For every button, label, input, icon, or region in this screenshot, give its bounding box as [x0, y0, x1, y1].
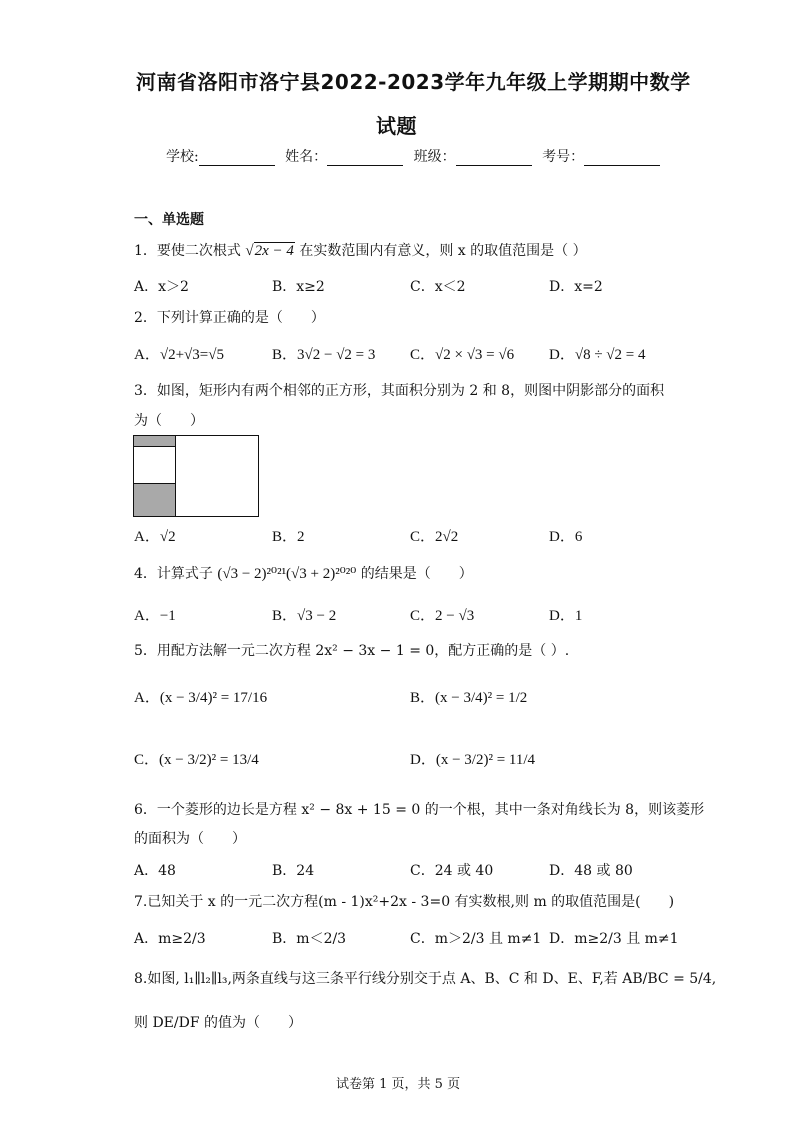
q3-small-square [134, 447, 176, 484]
q4-option-a[interactable]: A．−1 [134, 608, 176, 624]
q4-prefix: 4．计算式子 [134, 566, 213, 582]
name-field[interactable] [327, 151, 403, 166]
q2-option-d[interactable]: D．√8 ÷ √2 = 4 [549, 347, 646, 363]
q3-figure [133, 435, 261, 519]
q1-prefix: 1．要使二次根式 [134, 243, 241, 259]
question-5: 5．用配方法解一元二次方程 2x² − 3x − 1 = 0，配方正确的是（ ）. [134, 643, 570, 659]
q2-option-b[interactable]: B．3√2 − √2 = 3 [272, 347, 376, 363]
title-line1: 河南省洛阳市洛宁县2022-2023学年九年级上学期期中数学 [136, 70, 691, 94]
q7-option-a[interactable]: A．m≥2/3 [134, 931, 206, 947]
q7-option-c[interactable]: C．m＞2/3 且 m≠1 [410, 931, 542, 947]
class-label: 班级： [413, 149, 456, 165]
q3-option-c[interactable]: C．2√2 [410, 529, 459, 545]
q4-option-b[interactable]: B．√3 − 2 [272, 608, 337, 624]
school-label: 学校: [166, 149, 199, 165]
class-field[interactable] [456, 151, 532, 166]
question-6-line2: 的面积为（ ） [134, 831, 246, 847]
title-line2: 试题 [376, 114, 417, 138]
q3-option-a[interactable]: A．√2 [134, 529, 176, 545]
question-2: 2．下列计算正确的是（ ） [134, 310, 325, 326]
q5-option-c[interactable]: C．(x − 3/2)² = 13/4 [134, 752, 259, 768]
q3-shade-bottom [134, 484, 176, 517]
question-3-line1: 3．如图，矩形内有两个相邻的正方形，其面积分别为 2 和 8，则图中阴影部分的面积 [134, 383, 665, 399]
question-7: 7.已知关于 x 的一元二次方程(m - 1)x²+2x - 3=0 有实数根,则 m 的取值范围是( ) [134, 894, 675, 910]
q7-option-b[interactable]: B．m＜2/3 [272, 931, 347, 947]
q1-option-d[interactable]: D．x=2 [549, 279, 603, 295]
q6-option-b[interactable]: B．24 [272, 863, 315, 879]
q4-option-d[interactable]: D．1 [549, 608, 583, 624]
q4-option-c[interactable]: C．2 − √3 [410, 608, 475, 624]
section-heading: 一、单选题 [134, 212, 204, 228]
page-footer: 试卷第 1 页，共 5 页 [336, 1077, 461, 1092]
q1-sqrt: √2x − 4 [245, 243, 294, 259]
q7-option-d[interactable]: D．m≥2/3 且 m≠1 [549, 931, 679, 947]
question-3-line2: 为（ ） [134, 413, 204, 429]
q3-option-b[interactable]: B．2 [272, 529, 305, 545]
q6-option-c[interactable]: C．24 或 40 [410, 863, 494, 879]
q5-option-b[interactable]: B．(x − 3/4)² = 1/2 [410, 690, 528, 706]
q1-radicand: 2x − 4 [254, 243, 294, 259]
question-8-line1: 8.如图, l₁∥l₂∥l₃,两条直线与这三条平行线分别交于点 A、B、C 和 D、E、F,若 AB/BC = 5/4, [134, 971, 717, 987]
q4-expression: (√3 − 2)²⁰²¹(√3 + 2)²⁰²⁰ [217, 566, 357, 582]
q6-option-a[interactable]: A．48 [134, 863, 176, 879]
q3-option-d[interactable]: D．6 [549, 529, 583, 545]
q3-shade-top [134, 436, 176, 447]
q6-option-d[interactable]: D．48 或 80 [549, 863, 633, 879]
question-1 [134, 240, 587, 260]
q2-option-a[interactable]: A．√2+√3=√5 [134, 347, 224, 363]
question-4 [134, 563, 473, 583]
exam-no-label: 考号： [542, 149, 585, 165]
q4-suffix: 的结果是（ ） [360, 566, 473, 582]
q5-option-d[interactable]: D．(x − 3/2)² = 11/4 [410, 752, 536, 768]
q1-suffix: 在实数范围内有意义，则 x 的取值范围是（ ） [299, 243, 587, 259]
q1-option-a[interactable]: A．x＞2 [134, 279, 189, 295]
exam-no-field[interactable] [584, 151, 660, 166]
question-6-line1: 6．一个菱形的边长是方程 x² − 8x + 15 = 0 的一个根，其中一条对角线长为 8，则该菱形 [134, 802, 705, 818]
q5-option-a[interactable]: A．(x − 3/4)² = 17/16 [134, 690, 268, 706]
name-label: 姓名： [285, 149, 328, 165]
student-info-line [166, 146, 666, 166]
q1-option-c[interactable]: C．x＜2 [410, 279, 466, 295]
q1-option-b[interactable]: B．x≥2 [272, 279, 325, 295]
question-8-line2: 则 DE/DF 的值为（ ） [134, 1015, 302, 1031]
school-field[interactable] [199, 151, 275, 166]
q2-option-c[interactable]: C．√2 × √3 = √6 [410, 347, 515, 363]
